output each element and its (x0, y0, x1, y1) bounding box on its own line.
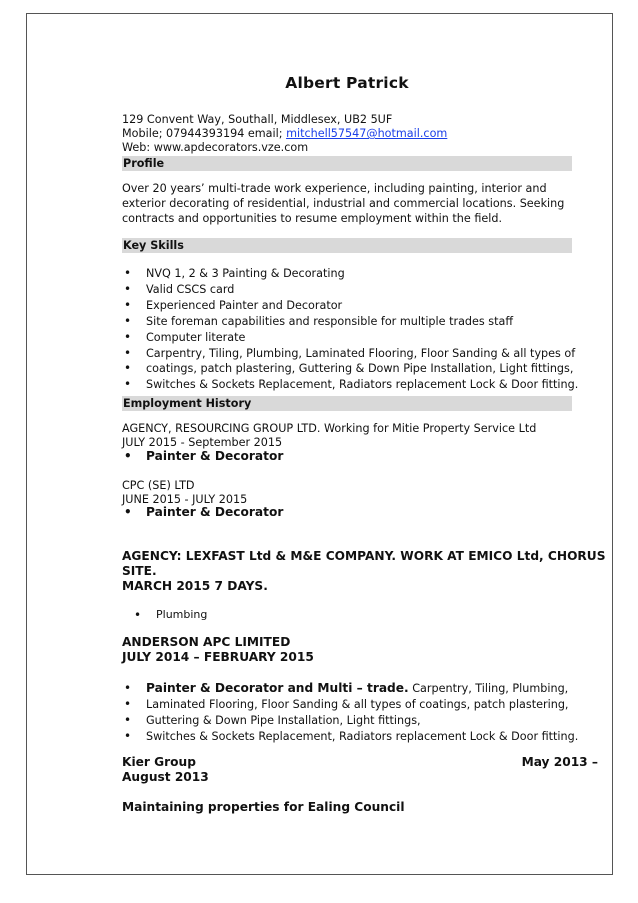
job5-date-start: May 2013 – (521, 755, 598, 769)
job3-line1: AGENCY: LEXFAST Ltd & M&E COMPANY. WORK AT EMICO Ltd, CHORUS (122, 549, 606, 563)
mobile-text: Mobile; 07944393194 email; (122, 127, 287, 140)
job1-dates: JULY 2015 - September 2015 (122, 436, 283, 449)
job1-role-text: Painter & Decorator (146, 449, 284, 463)
profile-line: exterior decorating of residential, industrial and commercial locations. Seeking (122, 196, 565, 210)
profile-line: contracts and opportunities to resume employment within the field. (122, 211, 503, 225)
email-link[interactable]: mitchell57547@hotmail.com (286, 127, 448, 140)
skill-item: • NVQ 1, 2 & 3 Painting & Decorating (122, 266, 578, 282)
job5-description: Maintaining properties for Ealing Council (122, 800, 405, 814)
job5-date-end: August 2013 (122, 770, 209, 784)
job3-line3: MARCH 2015 7 DAYS. (122, 579, 268, 593)
job4-duty-item: • Switches & Sockets Replacement, Radiators replacement Lock & Door fitting. (122, 729, 578, 745)
bullet-icon: • (124, 449, 132, 463)
skill-item: • coatings, patch plastering, Guttering & Down Pipe Installation, Light fittings, (122, 361, 578, 377)
job4-dates: JULY 2014 – FEBRUARY 2015 (122, 650, 314, 664)
bullet-icon: • (134, 608, 142, 622)
skill-item: • Valid CSCS card (122, 282, 578, 298)
skill-item: • Experienced Painter and Decorator (122, 298, 578, 314)
contact-line (122, 127, 447, 141)
candidate-name: Albert Patrick (285, 74, 409, 92)
skill-item: • Carpentry, Tiling, Plumbing, Laminated Flooring, Floor Sanding & all types of (122, 346, 578, 362)
job4-duty-item: • Guttering & Down Pipe Installation, Light fittings, (122, 713, 578, 729)
employment-heading: Employment History (122, 396, 572, 411)
web-line: Web: www.apdecorators.vze.com (122, 141, 309, 154)
job3-role-text: Plumbing (156, 608, 208, 621)
job2-role-text: Painter & Decorator (146, 505, 284, 519)
job4-role-rest: Carpentry, Tiling, Plumbing, (408, 682, 569, 695)
profile-line: Over 20 years’ multi-trade work experience, including painting, interior and (122, 182, 547, 195)
job4-duty-item: • Laminated Flooring, Floor Sanding & all types of coatings, patch plastering, (122, 697, 578, 713)
key-skills-list (122, 266, 578, 393)
job1-employer: AGENCY, RESOURCING GROUP LTD. Working for Mitie Property Service Ltd (122, 422, 537, 435)
job4-role-bold: Painter & Decorator and Multi – trade. (146, 681, 409, 695)
skill-item: • Site foreman capabilities and responsible for multiple trades staff (122, 314, 578, 330)
profile-heading: Profile (122, 156, 572, 171)
job4-duties (122, 680, 578, 745)
job2-employer: CPC (SE) LTD (122, 479, 195, 492)
resume-page (26, 13, 613, 875)
profile-text (122, 182, 572, 226)
key-skills-heading: Key Skills (122, 238, 572, 253)
skill-item: • Computer literate (122, 330, 578, 346)
job5-employer: Kier Group (122, 755, 196, 769)
job2-dates: JUNE 2015 - JULY 2015 (122, 493, 248, 506)
address-line: 129 Convent Way, Southall, Middlesex, UB2 5UF (122, 113, 393, 126)
job4-duty-item (122, 680, 578, 697)
bullet-icon: • (124, 505, 132, 519)
job4-employer: ANDERSON APC LIMITED (122, 635, 291, 649)
job3-line2: SITE. (122, 564, 157, 578)
skill-item: • Switches & Sockets Replacement, Radiators replacement Lock & Door fitting. (122, 377, 578, 393)
